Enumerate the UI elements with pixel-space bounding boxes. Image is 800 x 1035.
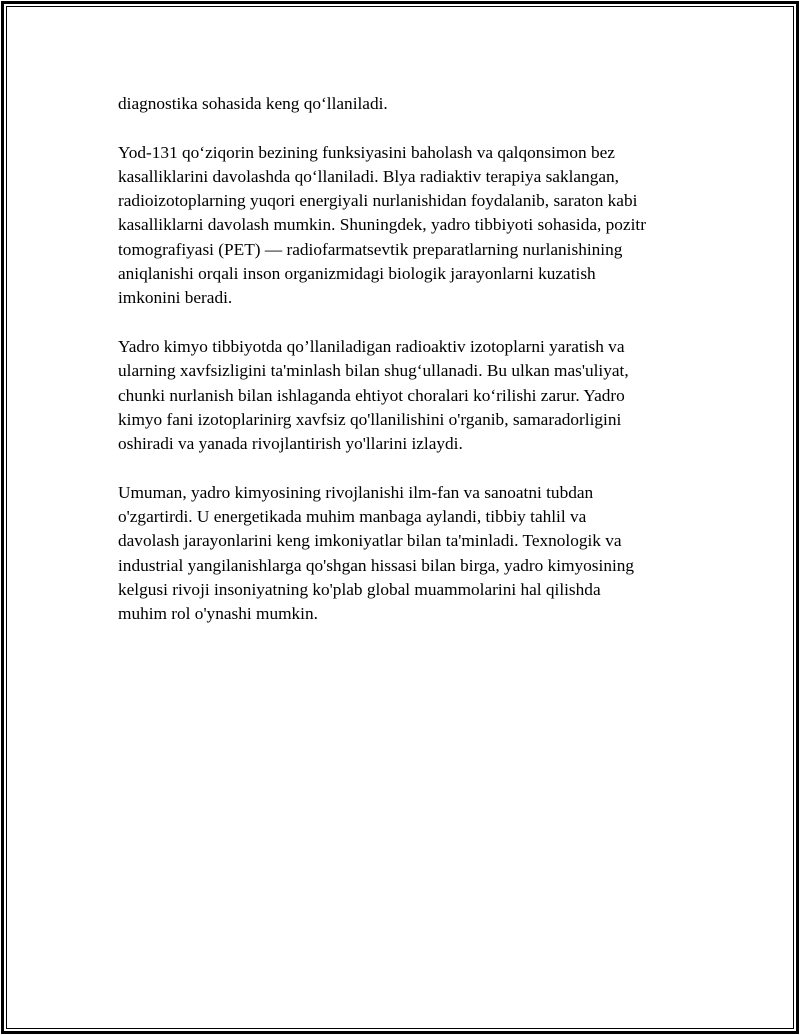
- document-body: [118, 92, 678, 651]
- text-line: diagnostika sohasida keng qo‘llaniladi.: [118, 94, 388, 113]
- text-line: chunki nurlanish bilan ishlaganda ehtiyot choralari ko‘rilishi zarur. Yadro: [118, 385, 625, 405]
- text-line: davolash jarayonlarini keng imkoniyatlar bilan ta'minladi. Texnologik va: [118, 531, 622, 551]
- text-line: radioizotoplarning yuqori energiyali nurlanishidan foydalanib, saraton kabi: [118, 191, 638, 211]
- text-line: Yod-131 qo‘ziqorin bezining funksiyasini baholash va qalqonsimon bez: [118, 142, 615, 162]
- paragraph-4: [118, 481, 678, 627]
- text-line: kimyo fani izotoplarinirg xavfsiz qo'llanilishini o'rganib, samaradorligini: [118, 409, 622, 429]
- text-line: Umuman, yadro kimyosining rivojlanishi ilm-fan va sanoatni tubdan: [118, 482, 594, 502]
- text-line: ularning xavfsizligini ta'minlash bilan shug‘ullanadi. Bu ulkan mas'uliyat,: [118, 361, 629, 381]
- paragraph-3: [118, 335, 678, 456]
- text-line: Yadro kimyo tibbiyotda qo’llaniladigan radioaktiv izotoplarni yaratish va: [118, 336, 625, 356]
- text-line: tomografiyasi (PET) — radiofarmatsevtik preparatlarning nurlanishining: [118, 239, 623, 259]
- text-line: kasalliklarni davolash mumkin. Shuningdek, yadro tibbiyoti sohasida, pozitr: [118, 215, 646, 235]
- text-line: muhim rol o'ynashi mumkin.: [118, 604, 318, 624]
- text-line: o'zgartirdi. U energetikada muhim manbaga aylandi, tibbiy tahlil va: [118, 507, 587, 527]
- text-line: oshiradi va yanada rivojlantirish yo'llarini izlaydi.: [118, 434, 463, 454]
- text-line: industrial yangilanishlarga qo'shgan hissasi bilan birga, yadro kimyosining: [118, 555, 635, 575]
- text-line: kelgusi rivoji insoniyatning ko'plab global muammolarini hal qilishda: [118, 579, 601, 599]
- text-line: imkonini beradi.: [118, 288, 233, 308]
- text-line: kasalliklarini davolashda qo‘llaniladi. Blya radiaktiv terapiya saklangan,: [118, 166, 619, 186]
- text-line: aniqlanishi orqali inson organizmidagi biologik jarayonlarni kuzatish: [118, 264, 596, 284]
- paragraph-1: [118, 92, 678, 116]
- paragraph-2: [118, 141, 678, 311]
